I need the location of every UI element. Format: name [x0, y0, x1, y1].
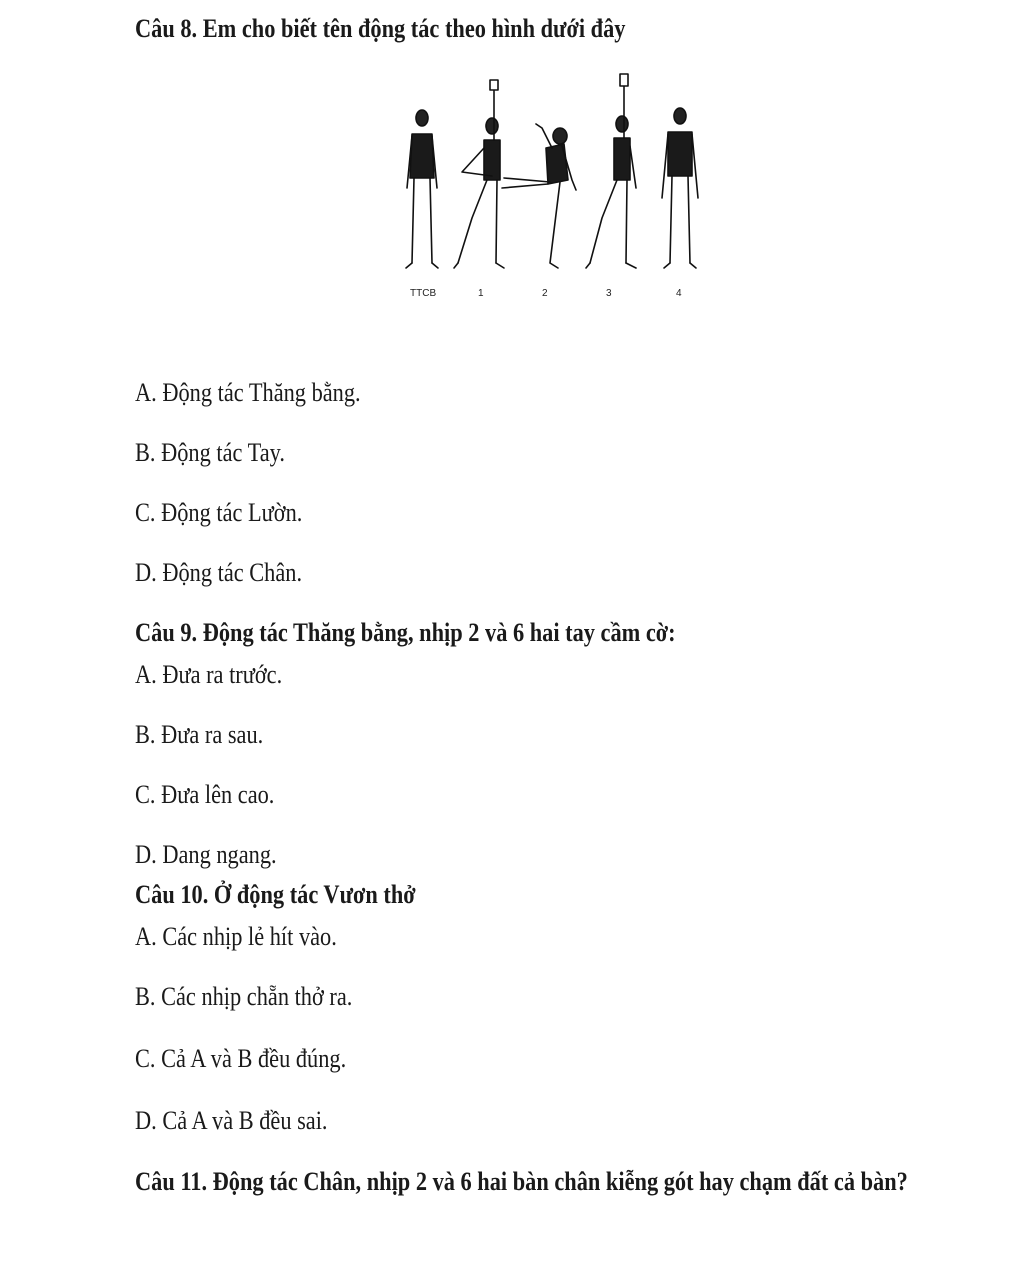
question-10-option-d: D. Cả A và B đều sai. [135, 1106, 328, 1135]
question-8-option-d: D. Động tác Chân. [135, 558, 303, 587]
question-9-title: Câu 9. Động tác Thăng bằng, nhịp 2 và 6 hai tay cầm cờ: [135, 618, 676, 647]
figure-label: 4 [676, 288, 682, 299]
question-10-option-a: A. Các nhịp lẻ hít vào. [135, 922, 337, 951]
question-8-title: Câu 8. Em cho biết tên động tác theo hình dưới đây [135, 14, 626, 43]
question-10-title: Câu 10. Ở động tác Vươn thở [135, 880, 416, 909]
figure-label: 3 [606, 288, 612, 299]
question-8-option-c: C. Động tác Lườn. [135, 498, 303, 527]
exercise-illustration [392, 68, 708, 304]
question-8-option-a: A. Động tác Thăng bằng. [135, 378, 361, 407]
question-11-title: Câu 11. Động tác Chân, nhịp 2 và 6 hai bàn chân kiễng gót hay chạm đất cả bàn? [135, 1167, 908, 1196]
figure-2 [502, 124, 576, 268]
question-10-option-b: B. Các nhịp chẵn thở ra. [135, 982, 353, 1011]
figure-ttcb [406, 110, 438, 268]
question-9-option-c: C. Đưa lên cao. [135, 780, 275, 809]
figure-1 [454, 80, 504, 268]
figure-label: 2 [542, 288, 548, 299]
figure-4 [662, 108, 698, 268]
question-10-option-c: C. Cả A và B đều đúng. [135, 1044, 347, 1073]
figure-label: TTCB [410, 288, 437, 299]
figure-label: 1 [478, 288, 484, 299]
question-8-option-b: B. Động tác Tay. [135, 438, 285, 467]
figure-3 [586, 74, 636, 268]
question-9-option-b: B. Đưa ra sau. [135, 720, 264, 749]
question-9-option-d: D. Dang ngang. [135, 840, 277, 869]
question-9-option-a: A. Đưa ra trước. [135, 660, 283, 689]
